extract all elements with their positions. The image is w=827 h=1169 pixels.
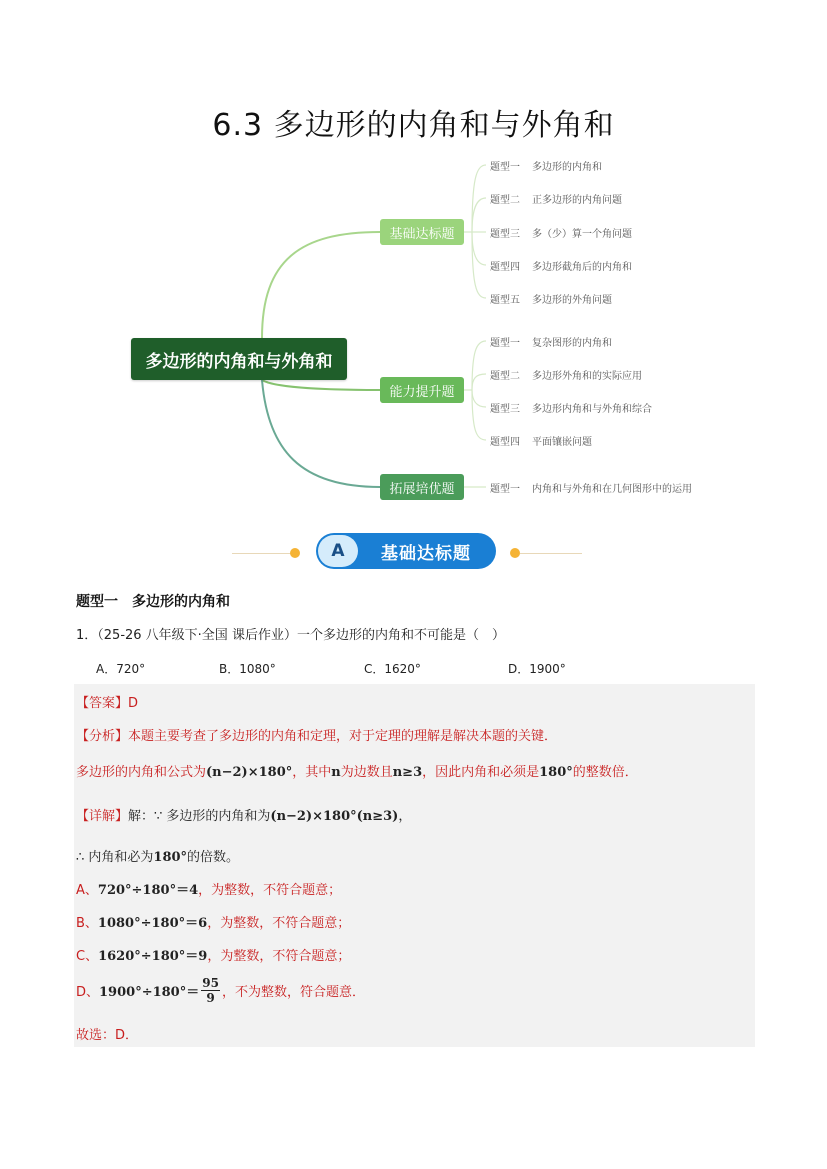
detail-line: 【详解】解：∵ 多边形的内角和为(n−2)×180°(n≥3)， <box>76 809 412 824</box>
option-d: D．1900° <box>508 662 566 676</box>
mindmap-leaf: 题型一 内角和与外角和在几何图形中的运用 <box>490 484 692 495</box>
page-title: 6.3 多边形的内角和与外角和 <box>212 108 615 143</box>
mindmap-branch-advanced: 能力提升题 <box>380 377 464 403</box>
banner-dot-left <box>290 548 300 558</box>
option-c: C．1620° <box>364 662 421 676</box>
mindmap-leaf: 题型一 复杂图形的内角和 <box>490 338 612 349</box>
section-title: 题型一 多边形的内角和 <box>76 594 230 610</box>
mindmap-leaf: 题型二 多边形外角和的实际应用 <box>490 371 642 382</box>
option-d-check: D、 1900°÷180°＝ 95 9 ，不为整数，符合题意． <box>76 976 365 1005</box>
formula-line: 多边形的内角和公式为(n−2)×180°，其中n为边数且n≥3，因此内角和必须是180°的整数倍． <box>76 765 638 780</box>
banner-line-left <box>232 553 294 554</box>
mindmap-leaf: 题型四 多边形截角后的内角和 <box>490 262 632 273</box>
analysis-line: 【分析】本题主要考查了多边形的内角和定理，对于定理的理解是解决本题的关键． <box>76 729 558 744</box>
therefore-line: ∴ 内角和必为180°的倍数。 <box>76 850 240 865</box>
mindmap-leaf: 题型三 多（少）算一个角问题 <box>490 229 632 240</box>
mindmap-branch-basic: 基础达标题 <box>380 219 464 245</box>
option-b-check: B、1080°÷180°＝6，为整数，不符合题意； <box>76 916 351 931</box>
banner-dot-right <box>510 548 520 558</box>
banner-text: 基础达标题 <box>381 543 471 564</box>
mindmap-connectors <box>0 0 827 520</box>
answer-line: 【答案】D <box>76 696 139 711</box>
fraction: 95 9 <box>202 976 219 1005</box>
banner-line-right <box>520 553 582 554</box>
question-text: 1．（25-26 八年级下·全国 课后作业）一个多边形的内角和不可能是（ ） <box>76 628 505 643</box>
option-a-check: A、720°÷180°＝4，为整数，不符合题意； <box>76 883 342 898</box>
mindmap-root: 多边形的内角和与外角和 <box>131 338 347 380</box>
option-b: B．1080° <box>219 662 276 676</box>
mindmap-leaf: 题型二 正多边形的内角问题 <box>490 195 622 206</box>
banner-letter: A <box>318 535 358 567</box>
option-a: A．720° <box>96 662 146 676</box>
mindmap-leaf: 题型三 多边形内角和与外角和综合 <box>490 404 652 415</box>
mindmap-branch-extended: 拓展培优题 <box>380 474 464 500</box>
mindmap-leaf: 题型一 多边形的内角和 <box>490 162 602 173</box>
mindmap-leaf: 题型五 多边形的外角问题 <box>490 295 612 306</box>
mindmap-leaf: 题型四 平面镶嵌问题 <box>490 437 592 448</box>
choose-line: 故选：D． <box>76 1028 139 1043</box>
option-c-check: C、1620°÷180°＝9，为整数，不符合题意； <box>76 949 351 964</box>
